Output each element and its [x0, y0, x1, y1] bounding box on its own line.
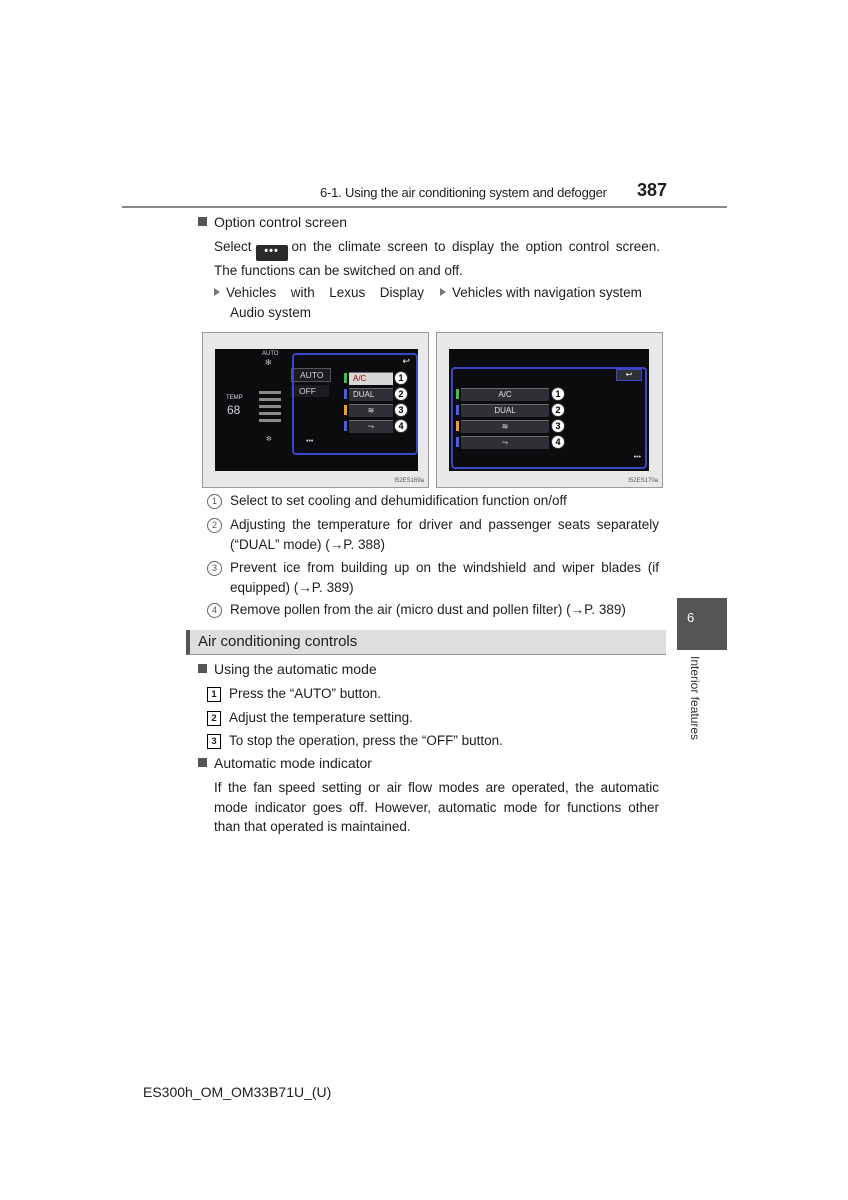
callout-4: 4: [551, 435, 565, 449]
temp-value: 68: [227, 403, 241, 417]
step-number: 1: [207, 687, 221, 702]
step-number: 3: [207, 734, 221, 749]
callout-1: 1: [551, 387, 565, 401]
step-text: To stop the operation, press the “OFF” button.: [229, 733, 503, 748]
option-control-description: [214, 237, 660, 281]
step-text: Adjust the temperature setting.: [229, 710, 413, 725]
list-item-text: Select to set cooling and dehumidification function on/off: [230, 493, 567, 508]
indicator-heading: [198, 755, 372, 771]
option-panel-nav: [451, 367, 647, 469]
more-button-nav[interactable]: •••: [633, 454, 641, 461]
option-panel: [292, 353, 418, 455]
list-item-text: Adjusting the temperature for driver and passenger seats separately (“DUAL” mode) (→P. 388): [230, 517, 659, 552]
indicator-text: If the fan speed setting or air flow modes are operated, the automatic mode indicator goes off. However, automatic mode for functions other than that operated is maintained.: [214, 780, 659, 834]
windshield-deicer-button[interactable]: [349, 404, 393, 417]
step-text: Press the “AUTO” button.: [229, 686, 382, 701]
callout-3: 3: [394, 403, 408, 417]
callout-1: 1: [394, 371, 408, 385]
led-blue: [344, 421, 347, 431]
fan-icon: ✻: [265, 358, 272, 367]
auto-button-label: AUTO: [300, 370, 324, 380]
option-control-heading: [198, 214, 347, 230]
more-button[interactable]: •••: [306, 438, 314, 445]
triangle-bullet-icon: [440, 288, 446, 296]
step: [207, 708, 413, 728]
back-icon[interactable]: ↩: [402, 356, 410, 366]
pollen-filter-button-nav[interactable]: [461, 436, 549, 449]
led-orange: [456, 421, 459, 431]
pollen-filter-icon: ⤳: [501, 438, 509, 447]
running-header: 6-1. Using the air conditioning system and defogger: [320, 185, 607, 200]
page-number: 387: [637, 180, 668, 200]
callout-2: 2: [394, 387, 408, 401]
ac-label: A/C: [353, 374, 367, 383]
auto-mode-title: Using the automatic mode: [214, 661, 377, 677]
callout-2: 2: [551, 403, 565, 417]
fan-small-icon: ✻: [266, 436, 272, 443]
windshield-icon: ≋: [367, 406, 375, 415]
callout-4: 4: [394, 419, 408, 433]
list-item: [207, 558, 659, 595]
section-title: Air conditioning controls: [198, 633, 358, 650]
led-orange: [344, 405, 347, 415]
circled-number: 3: [207, 561, 222, 576]
circled-number: 4: [207, 603, 222, 618]
led-green: [344, 373, 347, 383]
dual-option-button[interactable]: [349, 388, 393, 401]
ac-option-button-nav[interactable]: [461, 388, 549, 401]
auto-indicator: AUTO: [262, 351, 279, 357]
triangle-bullet-icon: [214, 288, 220, 296]
indicator-title: Automatic mode indicator: [214, 755, 372, 771]
circled-number: 2: [207, 518, 222, 533]
square-bullet-icon: [198, 758, 207, 767]
climate-screen: [215, 349, 418, 471]
pollen-filter-icon: ⤳: [367, 422, 375, 431]
callout-3: 3: [551, 419, 565, 433]
chapter-label: Interior features: [688, 656, 702, 741]
footer-code: ES300h_OM_OM33B71U_(U): [143, 1084, 332, 1100]
option-control-title: Option control screen: [214, 214, 348, 230]
header-rule: [122, 206, 727, 208]
back-icon: ↩: [625, 370, 633, 379]
label-word: Lexus: [329, 285, 366, 300]
step-number: 2: [207, 711, 221, 726]
label-word: Audio system: [230, 304, 312, 320]
label-lexus-display: [214, 283, 424, 322]
chapter-number: 6: [687, 610, 695, 625]
led-blue: [456, 405, 459, 415]
section-banner: [186, 630, 666, 655]
windshield-icon: ≋: [501, 422, 509, 431]
dual-label: DUAL: [353, 390, 375, 399]
desc-before: Select: [214, 239, 252, 254]
list-item: [207, 600, 659, 620]
desc-after: on the climate screen to display the option control screen. The functions can be switched on and off.: [214, 239, 660, 278]
dual-label: DUAL: [494, 406, 516, 415]
step: [207, 684, 381, 704]
windshield-deicer-button-nav[interactable]: [461, 420, 549, 433]
more-options-icon: •••: [256, 245, 288, 261]
step: [207, 731, 503, 751]
figure-code: I52ES169a: [394, 478, 424, 484]
chapter-tab: [677, 598, 727, 650]
pollen-filter-button[interactable]: [349, 420, 393, 433]
temp-label: TEMP: [226, 395, 243, 401]
fan-speed-bars: [259, 391, 281, 431]
screen-navigation: [436, 332, 663, 488]
ac-option-button[interactable]: [349, 372, 393, 385]
auto-mode-heading: [198, 661, 377, 677]
screen-lexus-display: [202, 332, 429, 488]
circled-number: 1: [207, 494, 222, 509]
square-bullet-icon: [198, 217, 207, 226]
led-blue: [344, 389, 347, 399]
list-item: [207, 515, 659, 552]
label-nav-text: Vehicles with navigation system: [452, 285, 642, 300]
label-word: with: [290, 285, 315, 300]
list-item: [207, 491, 659, 511]
climate-screen-nav: [449, 349, 649, 471]
led-blue: [456, 437, 459, 447]
ac-label: A/C: [498, 390, 512, 399]
list-item-text: Remove pollen from the air (micro dust and pollen filter) (→P. 389): [230, 602, 626, 617]
off-button-label: OFF: [299, 386, 316, 396]
label-word: Vehicles: [226, 285, 277, 300]
label-word: Display: [379, 285, 424, 300]
back-button-nav[interactable]: [616, 369, 642, 381]
label-navigation: [440, 283, 660, 303]
figure-code: I52ES170a: [628, 478, 658, 484]
led-green: [456, 389, 459, 399]
square-bullet-icon: [198, 664, 207, 673]
dual-option-button-nav[interactable]: [461, 404, 549, 417]
list-item-text: Prevent ice from building up on the windshield and wiper blades (if equipped) (→P. 389): [230, 560, 659, 595]
